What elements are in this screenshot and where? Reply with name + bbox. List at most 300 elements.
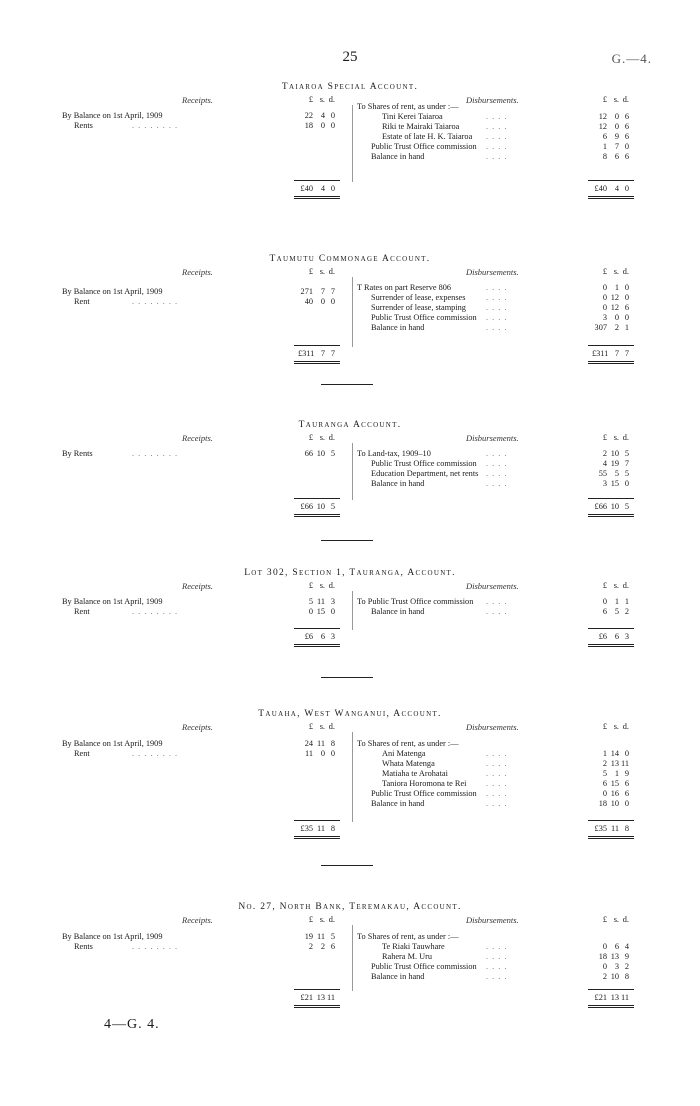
disbursements-total-p: £6	[598, 632, 607, 641]
disbursements-total-rule-top	[588, 628, 634, 629]
disbursement-amount-s: 7	[614, 142, 619, 151]
disbursement-amount-p: 1	[602, 749, 607, 758]
leader-dots: . . . .	[486, 759, 508, 768]
receipt-text: Rent	[74, 749, 90, 758]
receipts-total-rule-top	[294, 345, 340, 346]
disbursement-amount-s: 0	[614, 122, 619, 131]
disbursement-amount	[592, 779, 632, 789]
disbursement-amount-p: 2	[602, 972, 607, 981]
account-title-rest: o. 27, North Bank, Teremakau, Account.	[246, 902, 462, 912]
disbursement-text: Education Department, net rents	[371, 469, 479, 478]
account-title-rest: aumutu Commonage Account.	[276, 254, 431, 264]
disbursement-amount-d: 0	[624, 293, 629, 302]
disbursement-amount	[592, 449, 632, 459]
receipt-amount-d: 8	[330, 739, 335, 748]
disbursement-amount-s: 6	[614, 942, 619, 951]
leader-dots: . . . . . . . .	[132, 942, 179, 951]
receipts-total-rule-bottom	[294, 644, 340, 645]
disbursement-text: Balance in hand	[371, 323, 425, 332]
disbursement-amount-p: 55	[598, 469, 607, 478]
receipts-total-s: 7	[320, 349, 325, 358]
receipts-heading: Receipts.	[182, 95, 213, 105]
receipts-lsd-header	[298, 722, 338, 732]
account-title-rest: auaha, West Wanganui, Account.	[265, 709, 442, 719]
disbursement-text: Taniora Horomona te Rei	[382, 779, 467, 788]
receipt-amount-p: 271	[300, 287, 313, 296]
disbursements-total-p: £21	[594, 993, 607, 1002]
receipts-heading: Receipts.	[182, 915, 213, 925]
account-title	[0, 902, 700, 912]
disbursement-amount-d: 8	[624, 972, 629, 981]
disb-lsd-header-p: £	[602, 722, 607, 731]
disb-lsd-header-d: d.	[622, 95, 629, 104]
disbursements-total	[592, 993, 632, 1003]
disbursement-amount-d: 6	[624, 152, 629, 161]
receipt-text: By Balance on 1st April, 1909	[62, 287, 163, 296]
leader-dots: . . . .	[486, 789, 508, 798]
disbursement-amount-p: 12	[598, 122, 607, 131]
disbursements-total-rule-bottom	[588, 1005, 634, 1006]
disbursements-total-rule-double	[588, 198, 634, 199]
disbursement-amount	[592, 749, 632, 759]
receipts-total-d: 7	[330, 349, 335, 358]
receipts-total-rule-bottom	[294, 836, 340, 837]
leader-dots: . . . .	[486, 607, 508, 616]
receipt-amount-d: 3	[330, 597, 335, 606]
disbursement-amount-p: 6	[602, 132, 607, 141]
receipts-lsd-header-p: £	[308, 581, 313, 590]
disbursement-amount-s: 12	[610, 293, 619, 302]
disbursement-amount	[592, 799, 632, 809]
disbursement-text: Balance in hand	[371, 607, 425, 616]
receipt-text: By Balance on 1st April, 1909	[62, 739, 163, 748]
receipts-total-s: 4	[320, 184, 325, 193]
disbursements-total-p: £40	[594, 184, 607, 193]
disbursement-amount	[592, 152, 632, 162]
disbursement-amount-d: 0	[624, 479, 629, 488]
disbursements-total-d: 3	[624, 632, 629, 641]
receipts-total	[298, 824, 338, 834]
receipts-total	[298, 632, 338, 642]
disb-lsd-header	[592, 581, 632, 591]
disb-lsd-header-s: s.	[613, 581, 619, 590]
receipt-amount-s: 0	[320, 749, 325, 758]
receipt-amount-d: 0	[330, 121, 335, 130]
disbursements-total-s: 13	[610, 993, 619, 1002]
disbursement-amount	[592, 952, 632, 962]
receipts-total-d: 3	[330, 632, 335, 641]
leader-dots: . . . .	[486, 459, 508, 468]
disbursement-amount-p: 18	[598, 952, 607, 961]
receipts-lsd-header-p: £	[308, 267, 313, 276]
disbursements-total-rule-bottom	[588, 514, 634, 515]
receipts-total-rule-double	[294, 646, 340, 647]
disbursements-total-d: 5	[624, 502, 629, 511]
disbursement-amount-s: 5	[614, 469, 619, 478]
leader-dots: . . . . . . . .	[132, 449, 179, 458]
disbursements-heading: Disbursements.	[466, 95, 519, 105]
disbursement-amount-d: 5	[624, 469, 629, 478]
disbursement-amount-d: 0	[624, 749, 629, 758]
disbursement-text: Public Trust Office commission	[371, 459, 477, 468]
receipts-total-rule-top	[294, 180, 340, 181]
disb-lsd-header	[592, 267, 632, 277]
disbursement-amount-s: 13	[610, 759, 619, 768]
receipts-total-d: 0	[330, 184, 335, 193]
disbursement-amount	[592, 459, 632, 469]
disbursement-amount-p: 0	[602, 303, 607, 312]
disbursement-text: Surrender of lease, stamping	[371, 303, 466, 312]
receipts-heading: Receipts.	[182, 581, 213, 591]
disbursement-row	[0, 739, 700, 749]
receipt-amount-p: 22	[304, 111, 313, 120]
disbursement-amount-p: 0	[602, 597, 607, 606]
disbursement-amount-d: 6	[624, 112, 629, 121]
receipt-text: Rents	[74, 942, 93, 951]
account-title-initial: T	[269, 254, 277, 264]
disbursement-amount-d: 1	[624, 323, 629, 332]
disbursements-total-s: 7	[614, 349, 619, 358]
disb-lsd-header-d: d.	[622, 267, 629, 276]
disbursements-heading: Disbursements.	[466, 722, 519, 732]
disbursement-text: Balance in hand	[371, 479, 425, 488]
account-title-initial: N	[238, 902, 247, 912]
disbursement-amount	[592, 313, 632, 323]
disbursement-text: Public Trust Office commission	[371, 789, 477, 798]
disb-lsd-header-p: £	[602, 95, 607, 104]
section-separator	[321, 865, 373, 866]
disbursement-amount	[592, 942, 632, 952]
disbursement-text: Te Riaki Tauwhare	[382, 942, 445, 951]
receipts-lsd-header	[298, 915, 338, 925]
disbursements-total	[592, 502, 632, 512]
leader-dots: . . . . . . . .	[132, 749, 179, 758]
receipts-total-rule-bottom	[294, 514, 340, 515]
receipts-lsd-header-d: d.	[328, 722, 335, 731]
account-title-initial: T	[281, 82, 289, 92]
disbursement-amount-s: 12	[610, 303, 619, 312]
disbursement-amount-p: 0	[602, 942, 607, 951]
receipts-lsd-header-p: £	[308, 915, 313, 924]
leader-dots: . . . .	[486, 469, 508, 478]
disbursement-amount-p: 2	[602, 449, 607, 458]
receipt-amount-d: 0	[330, 607, 335, 616]
disbursement-amount-p: 0	[602, 283, 607, 292]
disbursement-amount-s: 0	[614, 313, 619, 322]
disbursement-text: Tini Kerei Taiaroa	[382, 112, 443, 121]
disbursements-total-rule-double	[588, 838, 634, 839]
disbursement-amount-d: 2	[624, 962, 629, 971]
disbursement-amount-d: 0	[624, 799, 629, 808]
disb-lsd-header-d: d.	[622, 915, 629, 924]
receipts-lsd-header-s: s.	[319, 95, 325, 104]
disbursements-heading: Disbursements.	[466, 581, 519, 591]
receipts-heading: Receipts.	[182, 267, 213, 277]
receipts-lsd-header-d: d.	[328, 267, 335, 276]
footer-reference: 4—G. 4.	[104, 1017, 160, 1032]
disbursements-total-s: 4	[614, 184, 619, 193]
disbursement-amount-d: 9	[624, 952, 629, 961]
disb-lsd-header-d: d.	[622, 581, 629, 590]
disbursement-text: Estate of late H. K. Taiaroa	[382, 132, 473, 141]
receipts-total	[298, 502, 338, 512]
leader-dots: . . . .	[486, 962, 508, 971]
disbursements-total	[592, 824, 632, 834]
leader-dots: . . . .	[486, 769, 508, 778]
disbursements-total-rule-double	[588, 1007, 634, 1008]
disbursement-amount	[592, 479, 632, 489]
receipts-total-rule-double	[294, 838, 340, 839]
disbursement-amount-p: 6	[602, 607, 607, 616]
disbursement-text: Whata Matenga	[382, 759, 435, 768]
receipts-total	[298, 184, 338, 194]
receipts-total-d: 5	[330, 502, 335, 511]
receipt-text: Rents	[74, 121, 93, 130]
disbursement-amount-s: 15	[610, 779, 619, 788]
disbursements-total-p: £311	[592, 349, 609, 358]
account-title-initial: T	[258, 709, 266, 719]
receipt-amount-d: 6	[330, 942, 335, 951]
receipts-lsd-header-s: s.	[319, 581, 325, 590]
disbursements-total-d: 8	[624, 824, 629, 833]
disbursements-total-d: 11	[621, 993, 629, 1002]
account-title	[0, 420, 700, 430]
disbursement-amount-s: 14	[610, 749, 619, 758]
document-reference: G.—4.	[611, 51, 652, 66]
disbursement-amount	[592, 283, 632, 293]
disbursements-heading: Disbursements.	[466, 915, 519, 925]
disbursement-text: Rahera M. Uru	[382, 952, 432, 961]
disbursement-amount-p: 8	[602, 152, 607, 161]
account-title-rest: ot 302, Section 1, Tauranga, Account.	[251, 568, 456, 578]
receipt-amount-d: 5	[330, 932, 335, 941]
disbursement-amount-s: 6	[614, 152, 619, 161]
disb-lsd-header-s: s.	[613, 267, 619, 276]
disbursement-amount-p: 6	[602, 779, 607, 788]
receipt-amount-p: 40	[304, 297, 313, 306]
receipts-lsd-header	[298, 581, 338, 591]
disbursement-text: To Shares of rent, as under :—	[357, 932, 459, 941]
disbursement-row	[0, 102, 700, 112]
disbursement-amount-p: 1	[602, 142, 607, 151]
receipts-lsd-header-d: d.	[328, 433, 335, 442]
disbursements-total	[592, 349, 632, 359]
receipt-amount-d: 0	[330, 749, 335, 758]
disbursement-amount	[592, 293, 632, 303]
receipts-total-p: £21	[300, 993, 313, 1002]
receipt-amount-p: 2	[308, 942, 313, 951]
receipt-amount-s: 11	[317, 597, 325, 606]
leader-dots: . . . .	[486, 313, 508, 322]
account-title	[0, 568, 700, 578]
receipts-total-p: £311	[298, 349, 315, 358]
disbursement-amount-s: 0	[614, 112, 619, 121]
leader-dots: . . . .	[486, 112, 508, 121]
disbursement-amount-s: 3	[614, 962, 619, 971]
receipts-total-rule-bottom	[294, 196, 340, 197]
disbursement-amount-p: 12	[598, 112, 607, 121]
disbursement-text: T Rates on part Reserve 806	[357, 283, 452, 292]
receipt-amount-s: 4	[320, 111, 325, 120]
disbursement-amount	[592, 769, 632, 779]
receipt-amount-p: 0	[308, 607, 313, 616]
receipts-lsd-header-s: s.	[319, 722, 325, 731]
disbursement-amount-d: 2	[624, 607, 629, 616]
leader-dots: . . . .	[486, 142, 508, 151]
disbursement-text: To Public Trust Office commission	[357, 597, 474, 606]
disbursement-amount-s: 1	[614, 283, 619, 292]
disbursement-amount-s: 19	[610, 459, 619, 468]
disb-lsd-header-s: s.	[613, 95, 619, 104]
disbursement-amount-p: 0	[602, 293, 607, 302]
account-title	[0, 82, 700, 92]
leader-dots: . . . .	[486, 779, 508, 788]
disbursement-amount-s: 10	[610, 449, 619, 458]
disbursement-amount-d: 0	[624, 313, 629, 322]
receipt-amount-d: 7	[330, 287, 335, 296]
receipt-amount-d: 5	[330, 449, 335, 458]
disbursement-amount-d: 0	[624, 283, 629, 292]
disbursement-amount-p: 3	[602, 313, 607, 322]
disbursements-total-rule-double	[588, 646, 634, 647]
disbursements-total-p: £66	[594, 502, 607, 511]
disbursement-amount-d: 6	[624, 132, 629, 141]
disbursement-amount-s: 13	[610, 952, 619, 961]
receipt-amount-d: 0	[330, 111, 335, 120]
disbursements-total-p: £35	[594, 824, 607, 833]
receipts-heading: Receipts.	[182, 722, 213, 732]
receipts-total-rule-bottom	[294, 361, 340, 362]
receipts-total-s: 13	[316, 993, 325, 1002]
leader-dots: . . . .	[486, 449, 508, 458]
disb-lsd-header	[592, 433, 632, 443]
receipts-lsd-header-s: s.	[319, 433, 325, 442]
receipts-lsd-header-s: s.	[319, 915, 325, 924]
disbursement-amount	[592, 962, 632, 972]
disbursements-total-rule-double	[588, 363, 634, 364]
disbursement-amount-d: 9	[624, 769, 629, 778]
receipt-text: By Balance on 1st April, 1909	[62, 932, 163, 941]
receipts-total-p: £66	[300, 502, 313, 511]
disbursement-amount-d: 4	[624, 942, 629, 951]
disbursements-total-rule-top	[588, 820, 634, 821]
leader-dots: . . . .	[486, 122, 508, 131]
disb-lsd-header-d: d.	[622, 722, 629, 731]
leader-dots: . . . .	[486, 132, 508, 141]
receipts-total-rule-double	[294, 1007, 340, 1008]
disbursements-total-rule-double	[588, 516, 634, 517]
disbursements-heading: Disbursements.	[466, 433, 519, 443]
receipts-lsd-header-p: £	[308, 722, 313, 731]
disbursement-amount	[592, 597, 632, 607]
leader-dots: . . . .	[486, 323, 508, 332]
account-title-rest: auranga Account.	[305, 420, 402, 430]
receipt-amount-s: 2	[320, 942, 325, 951]
disb-lsd-header	[592, 722, 632, 732]
receipt-amount-p: 19	[304, 932, 313, 941]
disbursement-amount	[592, 303, 632, 313]
receipts-total-rule-top	[294, 628, 340, 629]
disbursements-total-rule-bottom	[588, 196, 634, 197]
receipts-total-s: 10	[316, 502, 325, 511]
disbursement-amount-p: 2	[602, 759, 607, 768]
disbursements-total-d: 7	[624, 349, 629, 358]
disbursement-amount-d: 11	[621, 759, 629, 768]
disbursement-amount-s: 9	[614, 132, 619, 141]
receipts-lsd-header-d: d.	[328, 915, 335, 924]
receipts-total-rule-bottom	[294, 1005, 340, 1006]
disbursement-amount-d: 5	[624, 449, 629, 458]
page-number: 25	[342, 49, 358, 65]
receipts-total-d: 11	[327, 993, 335, 1002]
receipt-text: By Rents	[62, 449, 93, 458]
disbursement-amount-s: 5	[614, 607, 619, 616]
disbursement-amount	[592, 323, 632, 333]
receipt-amount-p: 18	[304, 121, 313, 130]
receipts-total-rule-top	[294, 989, 340, 990]
leader-dots: . . . .	[486, 293, 508, 302]
disbursement-amount-d: 6	[624, 779, 629, 788]
disbursements-total-rule-bottom	[588, 644, 634, 645]
leader-dots: . . . .	[486, 799, 508, 808]
receipts-total-rule-double	[294, 198, 340, 199]
disbursement-amount-p: 3	[602, 479, 607, 488]
disbursement-text: Riki te Mairaki Taiaroa	[382, 122, 460, 131]
receipt-amount-p: 5	[308, 597, 313, 606]
receipts-total-p: £40	[300, 184, 313, 193]
disbursement-text: To Shares of rent, as under :—	[357, 102, 459, 111]
disbursement-amount-p: 18	[598, 799, 607, 808]
disbursement-amount-p: 4	[602, 459, 607, 468]
disbursement-amount	[592, 132, 632, 142]
receipts-total	[298, 349, 338, 359]
disbursements-total	[592, 184, 632, 194]
disb-lsd-header-p: £	[602, 433, 607, 442]
receipt-text: By Balance on 1st April, 1909	[62, 597, 163, 606]
leader-dots: . . . . . . . .	[132, 297, 179, 306]
receipts-lsd-header	[298, 433, 338, 443]
disbursement-amount-s: 16	[610, 789, 619, 798]
receipt-text: Rent	[74, 297, 90, 306]
receipts-total-rule-top	[294, 498, 340, 499]
disbursements-total	[592, 632, 632, 642]
disbursement-text: To Shares of rent, as under :—	[357, 739, 459, 748]
disbursement-amount	[592, 112, 632, 122]
receipts-lsd-header	[298, 267, 338, 277]
receipts-lsd-header-d: d.	[328, 581, 335, 590]
disbursement-amount-d: 1	[624, 597, 629, 606]
disbursement-amount	[592, 607, 632, 617]
disbursements-total-rule-bottom	[588, 361, 634, 362]
disbursement-amount-d: 6	[624, 122, 629, 131]
account-title-initial: T	[298, 420, 306, 430]
receipt-amount-s: 11	[317, 932, 325, 941]
receipt-amount-s: 7	[320, 287, 325, 296]
receipts-lsd-header-p: £	[308, 433, 313, 442]
disbursement-amount-p: 0	[602, 962, 607, 971]
receipts-total	[298, 993, 338, 1003]
section-separator	[321, 540, 373, 541]
disbursement-amount-s: 15	[610, 479, 619, 488]
section-separator	[321, 677, 373, 678]
receipts-total-s: 11	[317, 824, 325, 833]
disbursement-text: Surrender of lease, expenses	[371, 293, 466, 302]
leader-dots: . . . .	[486, 479, 508, 488]
disbursements-total-s: 10	[610, 502, 619, 511]
disbursement-amount-p: 0	[602, 789, 607, 798]
disbursement-amount-d: 6	[624, 303, 629, 312]
receipt-amount-d: 0	[330, 297, 335, 306]
